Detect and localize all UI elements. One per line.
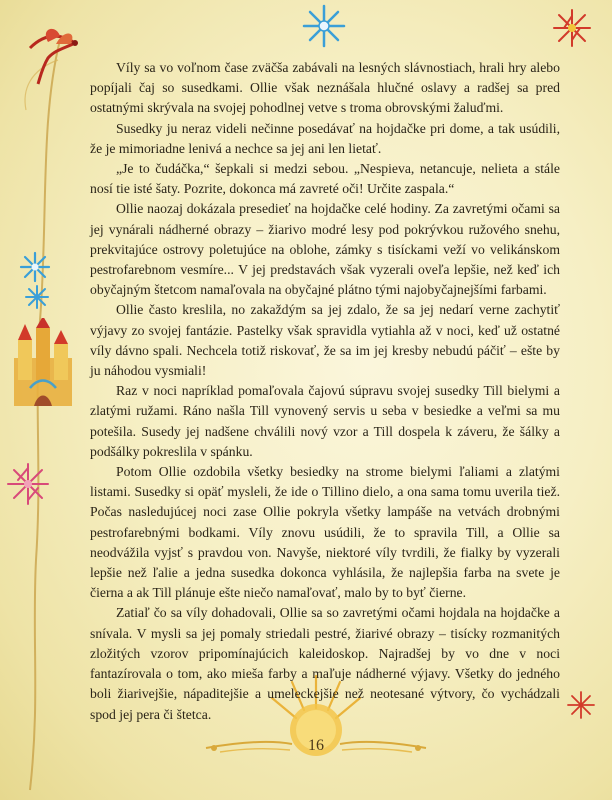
story-text xyxy=(90,58,560,725)
paragraph: Zatiaľ čo sa víly dohadovali, Ollie sa so zavretými očami hojdala na hojdačke a snívala. V mysli sa jej pomaly striedali pestré, žiarivé obrazy – tisícky rozmanitých zložitých vzorov pripomínajúcich kaleidoskop. Najradšej by vo dne v noci fantazírovala o tom, ako mieša farby a maľuje nádherné výjavy. Všetky do jedného boli žiarivejšie, nápaditejšie a umeleckejšie než neotesané výtvory, čo vychádzali spod jej pera či štetca. xyxy=(90,605,560,722)
snowflake-icon xyxy=(18,250,52,284)
snowflake-icon xyxy=(24,284,50,310)
snowflake-icon xyxy=(300,2,348,50)
castle-illustration xyxy=(4,318,82,410)
star-burst-icon xyxy=(566,690,596,720)
paragraph: Ollie často kreslila, no zakaždým sa jej zdalo, že sa jej nedarí verne zachytiť výjavy zo svojej fantázie. Pastelky však spravidla vytiahla až v noci, keď už ostatné víly dávno spali. Nechcela totiž riskovať, že sa im jej kresby nebudú páčiť – ešte by ju náhodou vysmiali! xyxy=(90,302,560,379)
star-burst-icon xyxy=(552,8,592,48)
paragraph: Víly sa vo voľnom čase zväčša zabávali na lesných slávnostiach, hrali hry alebo popíjali čaj so susedkami. Ollie však neznášala hlučné oslavy a radšej sa pred ostatnými skrývala na svojej pohodlnej vetve s troma obrovskými žaluďmi. xyxy=(90,60,560,116)
paragraph: Ollie naozaj dokázala presedieť na hojdačke celé hodiny. Za zavretými očami sa jej vynárali nádherné obrazy – žiarivo modré lesy pod pokrývkou ružového snehu, prekvitajúce ostrovy poletujúce na oblohe, zámky s tisíckami veží vo velikánskom pestrofarebnom vesmíre... V jej predstavách však vyzerali oveľa lepšie, než keď ich obyčajným štetcom namaľovala na obyčajné plátno tými najobyčajnejšími farbami. xyxy=(90,201,560,298)
dragonfly-icon xyxy=(20,18,90,88)
paragraph: Potom Ollie ozdobila všetky besiedky na strome bielymi ľaliami a zlatými listami. Susedky si opäť mysleli, že ide o Tillino dielo, a ona sama tomu uverila tiež. Počas nasledujúcej noci zase Ollie pokryla všetky lampáše na vetvách drobnými pestrofarebnými bodkami. Víly znovu usúdili, že to spravila Till, a Ollie sa neodvážila vyjsť s pravdou von. Navyše, niektoré víly tvrdili, že fialky by vyzerali lepšie než ľalie a jedna susedka dokonca vyhlásila, že najlepšia farba na svete je čierna a ak Till plánuje ešte niečo namaľovať, malo by to byť čierne. xyxy=(90,464,560,601)
star-burst-icon xyxy=(6,462,50,506)
page-number: 16 xyxy=(308,737,324,754)
paragraph: Raz v noci napríklad pomaľovala čajovú súpravu svojej susedky Till bielymi a zlatými ružami. Ráno našla Till vynovený servis u seba v besiedke a veľmi sa mu potešila. Susedy jej nadšene chválili nový vzor a Till dospela k záveru, že šálky a podšálky pokreslila v spánku. xyxy=(90,383,560,459)
paragraph: „Je to čudáčka,“ šepkali si medzi sebou. „Nespieva, netancuje, nelieta a stále nosí tie isté šaty. Pozrite, dokonca má zavreté oči! Určite zaspala.“ xyxy=(90,161,560,197)
paragraph: Susedky ju neraz videli nečinne posedávať na hojdačke pri dome, a tak usúdili, že je mimoriadne lenivá a nechce sa jej ani len lietať. xyxy=(90,120,560,156)
